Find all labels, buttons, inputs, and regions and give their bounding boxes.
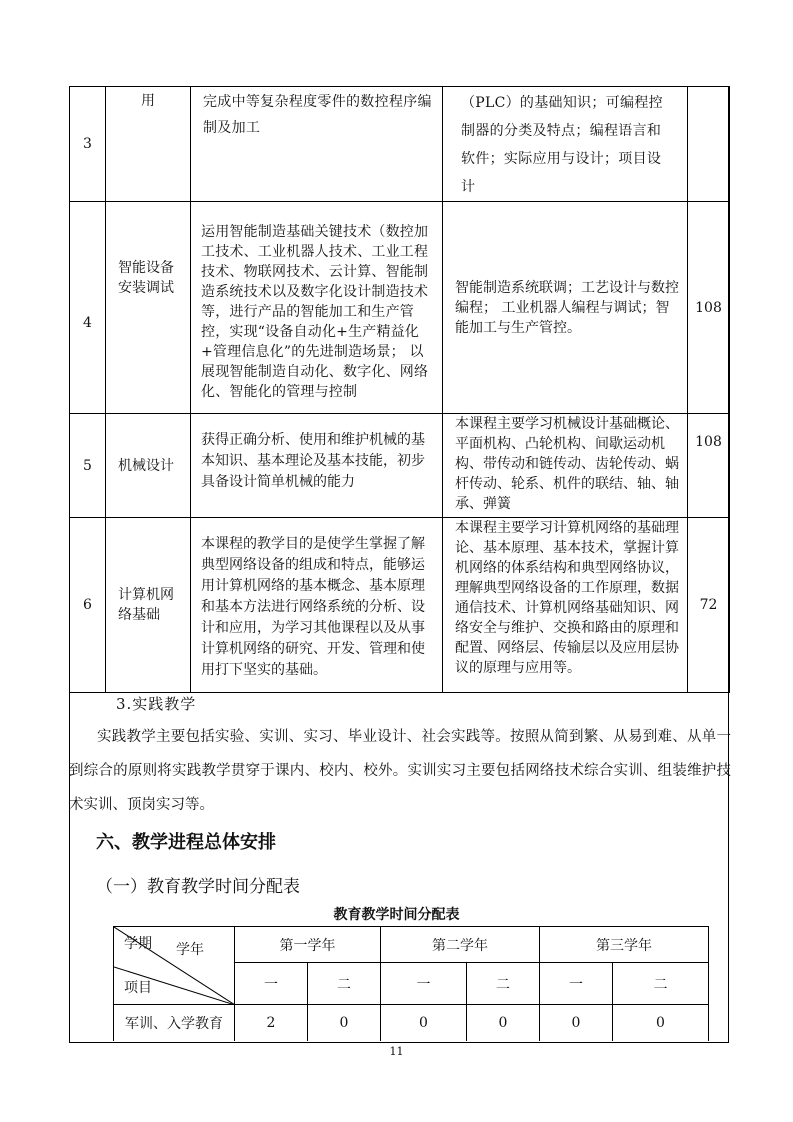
section-heading: 六、教学进程总体安排 (96, 832, 276, 853)
course-name (106, 518, 191, 693)
course-goal (191, 202, 443, 414)
table-caption: 教育教学时间分配表 (333, 907, 460, 923)
course-hours: 72 (688, 518, 730, 693)
course-name-text: 用 (141, 93, 155, 109)
corner-label-semester: 学期 (124, 936, 152, 952)
time-allocation-table (113, 926, 709, 1041)
table-row (70, 202, 730, 414)
course-name (106, 414, 191, 518)
semester-header: 二 (308, 963, 381, 1005)
semester-header: 一 (381, 963, 467, 1005)
course-content-text: 智能制造系统联调；工艺设计与数控编程； 工业机器人编程与调试；智能加工与生产管控。 (455, 279, 679, 336)
year-header: 第三学年 (540, 927, 709, 963)
row-number: 6 (70, 518, 106, 693)
course-goal-text: 本课程的教学目的是使学生掌握了解典型网络设备的组成和特点，能够运用计算机网络的基本概念、基本原理和基本方法进行网络系统的分析、设计和应用，为学习其他课程以及从事计算机网络的研究、开发、管理和使用打下坚实的基础。 (201, 536, 425, 678)
row-number: 4 (70, 202, 106, 414)
corner-header (114, 927, 235, 1005)
page-number: 11 (389, 1045, 404, 1058)
course-goal (191, 414, 443, 518)
semester-header: 一 (540, 963, 613, 1005)
course-content (443, 518, 688, 693)
corner-label-item: 项目 (124, 980, 152, 996)
course-hours (688, 87, 730, 202)
course-content (443, 87, 688, 202)
table-row (114, 927, 709, 963)
item-label: 军训、入学教育 (114, 1005, 235, 1041)
practice-paragraph: 实践教学主要包括实验、实训、实习、毕业设计、社会实践等。按照从简到繁、从易到难、从单一到综合的原则将实践教学贯穿于课内、校内、校外。实训实习主要包括网络技术综合实训、组装维护技术实训、顶岗实习等。 (69, 729, 731, 813)
semester-header: 二 (613, 963, 709, 1005)
table-row (114, 1005, 709, 1041)
course-content-text: 本课程主要学习机械设计基础概论、平面机构、凸轮机构、间歇运动机构、带传动和链传动、齿轮传动、蜗杆传动、轮系、机件的联结、轴、轴承、弹簧 (455, 416, 679, 512)
course-name (106, 202, 191, 414)
course-goal-text: 运用智能制造基础关键技术（数控加工技术、工业机器人技术、工业工程技术、物联网技术、云计算、智能制造系统技术以及数字化设计制造技术等，进行产品的智能加工和生产管控，实现“设备自动化+生产精益化+管理信息化”的先进制造场景； 以展现智能制造自动化、数字化、网络化、智能化的管理与控制 (201, 224, 429, 400)
course-name (106, 87, 191, 202)
year-header: 第一学年 (235, 927, 381, 963)
table-cell: 0 (613, 1005, 709, 1041)
course-name-text: 机械设计 (118, 457, 174, 474)
table-cell: 0 (308, 1005, 381, 1041)
table-row (70, 87, 730, 202)
course-goal-text: 完成中等复杂程度零件的数控程序编制及加工 (203, 94, 432, 136)
course-content (443, 414, 688, 518)
course-name-text: 智能设备安装调试 (118, 260, 174, 296)
semester-header: 二 (467, 963, 540, 1005)
course-hours: 108 (688, 414, 730, 518)
table-cell: 0 (540, 1005, 613, 1041)
course-name-text: 计算机网络基础 (118, 587, 174, 623)
table-row (70, 414, 730, 518)
year-header: 第二学年 (381, 927, 540, 963)
corner-label-year: 学年 (176, 942, 204, 958)
row-number: 3 (70, 87, 106, 202)
row-number: 5 (70, 414, 106, 518)
table-row (70, 518, 730, 693)
semester-header: 一 (235, 963, 308, 1005)
table-cell: 0 (467, 1005, 540, 1041)
course-table (69, 86, 730, 693)
subsection-heading: （一）教育教学时间分配表 (96, 877, 300, 897)
course-content-text: 本课程主要学习计算机网络的基础理论、基本原理、基本技术，掌握计算机网络的体系结构和典型网络协议，理解典型网络设备的工作原理，数据通信技术、计算机网络基础知识、网络安全与维护、交换和路由的原理和配置、网络层、传输层以及应用层协议的原理与应用等。 (455, 520, 679, 676)
course-goal (191, 518, 443, 693)
course-goal-text: 获得正确分析、使用和维护机械的基本知识、基本理论及基本技能，初步具备设计简单机械的能力 (201, 432, 425, 490)
course-content (443, 202, 688, 414)
practice-heading: 3.实践教学 (116, 695, 197, 713)
table-cell: 2 (235, 1005, 308, 1041)
course-hours: 108 (688, 202, 730, 414)
page-frame-bottom (69, 1042, 729, 1043)
table-cell: 0 (381, 1005, 467, 1041)
course-goal (191, 87, 443, 202)
course-content-text: （PLC）的基础知识；可编程控制器的分类及特点；编程语言和软件；实际应用与设计；项目设计 (461, 95, 663, 195)
